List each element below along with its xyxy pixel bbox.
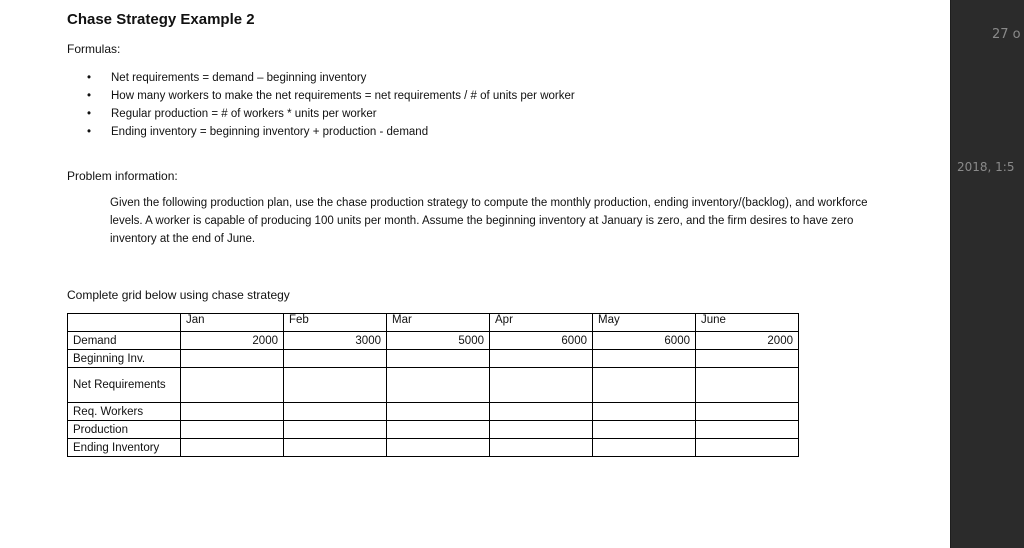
grid-cell[interactable] bbox=[696, 350, 799, 368]
row-label: Production bbox=[68, 421, 181, 439]
grid-header-row bbox=[68, 314, 799, 332]
bullet-icon: • bbox=[87, 126, 92, 138]
month-header-may: May bbox=[593, 314, 696, 332]
grid-cell[interactable] bbox=[696, 421, 799, 439]
month-header-mar: Mar bbox=[387, 314, 490, 332]
row-label: Beginning Inv. bbox=[68, 350, 181, 368]
grid-cell[interactable] bbox=[696, 368, 799, 403]
grid-cell[interactable] bbox=[387, 439, 490, 457]
grid-cell[interactable] bbox=[490, 439, 593, 457]
grid-cell[interactable] bbox=[387, 368, 490, 403]
bullet-icon: • bbox=[87, 108, 92, 120]
page-number-text: 27 o bbox=[992, 27, 1021, 42]
formula-item: • Regular production = # of workers * units per worker bbox=[87, 105, 575, 123]
grid-cell[interactable] bbox=[593, 350, 696, 368]
formula-item: • Net requirements = demand – beginning inventory bbox=[87, 69, 575, 87]
grid-cell[interactable] bbox=[181, 403, 284, 421]
grid-corner-cell bbox=[68, 314, 181, 332]
sidebar-divider bbox=[950, 0, 951, 548]
grid-cell[interactable] bbox=[284, 368, 387, 403]
bullet-icon: • bbox=[87, 72, 92, 84]
grid-cell[interactable]: 6000 bbox=[593, 332, 696, 350]
grid-cell[interactable] bbox=[696, 403, 799, 421]
formula-item: • How many workers to make the net requirements = net requirements / # of units per worker bbox=[87, 87, 575, 105]
month-header-feb: Feb bbox=[284, 314, 387, 332]
grid-cell[interactable]: 2000 bbox=[696, 332, 799, 350]
table-row bbox=[68, 403, 799, 421]
grid-cell[interactable]: 2000 bbox=[181, 332, 284, 350]
bullet-icon: • bbox=[87, 90, 92, 102]
table-row bbox=[68, 439, 799, 457]
month-header-june: June bbox=[696, 314, 799, 332]
grid-cell[interactable] bbox=[593, 421, 696, 439]
grid-cell[interactable] bbox=[490, 421, 593, 439]
grid-cell[interactable] bbox=[593, 403, 696, 421]
month-header-jan: Jan bbox=[181, 314, 284, 332]
grid-cell[interactable] bbox=[181, 350, 284, 368]
grid-cell[interactable] bbox=[593, 439, 696, 457]
problem-text: Given the following production plan, use the chase production strategy to compute the monthly production, ending inventory/(backlog), and workforce levels. A worker is capable of producing 100 units per month. Assume the beginning inventory at January is zero, and the firm desires to have zero inventory at the end of June. bbox=[110, 197, 868, 245]
grid-cell[interactable] bbox=[284, 403, 387, 421]
grid-cell[interactable] bbox=[387, 403, 490, 421]
timestamp-text: 2018, 1:5 bbox=[957, 160, 1015, 174]
document-title: Chase Strategy Example 2 bbox=[67, 11, 255, 28]
grid-cell[interactable] bbox=[181, 421, 284, 439]
grid-label: Complete grid below using chase strategy bbox=[67, 288, 290, 302]
grid-cell[interactable] bbox=[387, 350, 490, 368]
grid-cell[interactable]: 3000 bbox=[284, 332, 387, 350]
grid-cell[interactable] bbox=[284, 439, 387, 457]
row-label: Req. Workers bbox=[68, 403, 181, 421]
table-row bbox=[68, 368, 799, 403]
table-row bbox=[68, 350, 799, 368]
problem-label: Problem information: bbox=[67, 169, 178, 183]
row-label: Ending Inventory bbox=[68, 439, 181, 457]
grid-cell[interactable] bbox=[593, 368, 696, 403]
grid-cell[interactable] bbox=[181, 439, 284, 457]
grid-cell[interactable] bbox=[490, 403, 593, 421]
chase-strategy-grid bbox=[67, 313, 799, 457]
month-header-apr: Apr bbox=[490, 314, 593, 332]
grid-cell[interactable] bbox=[696, 439, 799, 457]
grid-cell[interactable] bbox=[284, 421, 387, 439]
grid-cell[interactable]: 5000 bbox=[387, 332, 490, 350]
grid-cell[interactable] bbox=[490, 368, 593, 403]
grid-cell[interactable] bbox=[387, 421, 490, 439]
viewer-sidebar bbox=[950, 0, 1024, 548]
grid-cell[interactable] bbox=[490, 350, 593, 368]
formulas-label: Formulas: bbox=[67, 42, 121, 56]
table-row bbox=[68, 332, 799, 350]
row-label: Demand bbox=[68, 332, 181, 350]
grid-cell[interactable] bbox=[284, 350, 387, 368]
grid-cell[interactable] bbox=[181, 368, 284, 403]
grid-cell[interactable]: 6000 bbox=[490, 332, 593, 350]
table-row bbox=[68, 421, 799, 439]
formulas-list bbox=[87, 69, 575, 141]
row-label: Net Requirements bbox=[68, 368, 181, 403]
formula-item: • Ending inventory = beginning inventory + production - demand bbox=[87, 123, 575, 141]
